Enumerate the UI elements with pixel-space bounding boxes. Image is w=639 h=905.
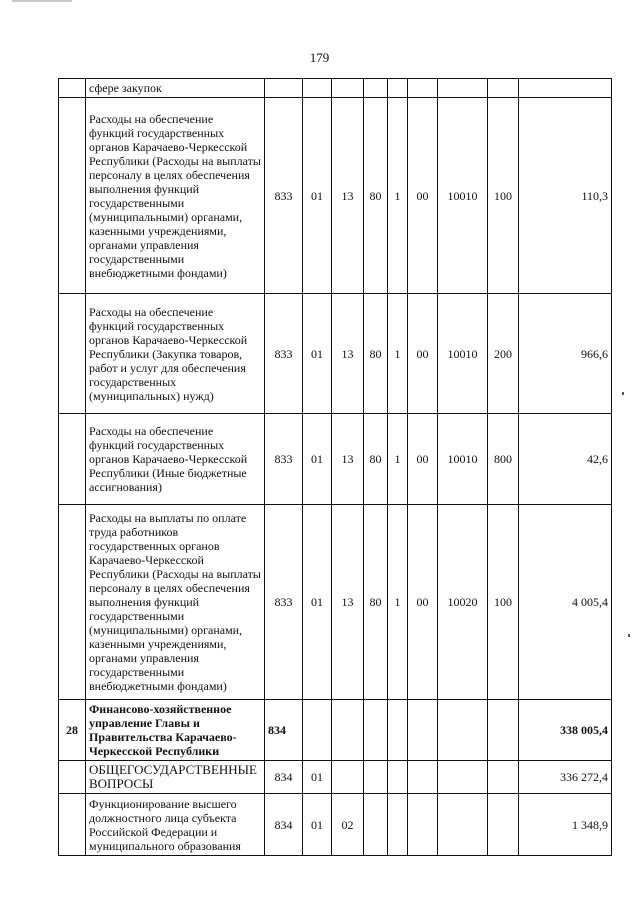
event-code: 00 [408, 414, 438, 505]
section-code [303, 79, 332, 98]
subsection-code [332, 761, 364, 794]
subprogram-code: 1 [388, 294, 408, 414]
amount: 966,6 [519, 294, 612, 414]
amount: 1 348,9 [519, 794, 612, 856]
program-code: 80 [364, 505, 388, 700]
subprogram-code: 1 [388, 98, 408, 294]
event-code [408, 761, 438, 794]
subsection-code: 02 [332, 794, 364, 856]
scan-edge-dot [622, 392, 624, 395]
event-code: 00 [408, 505, 438, 700]
ministry-code: 833 [265, 98, 303, 294]
subprogram-code [388, 700, 408, 761]
expense-type-code: 800 [488, 414, 519, 505]
event-code: 00 [408, 98, 438, 294]
direction-code: 10010 [438, 414, 488, 505]
subprogram-code [388, 79, 408, 98]
direction-code [438, 700, 488, 761]
amount: 42,6 [519, 414, 612, 505]
expense-name: Расходы на обеспечение функций государственных органов Карачаево-Черкесской Республики (Закупка товаров, работ и услуг для обеспечения государственных (муниципальных) нужд) [86, 294, 265, 414]
row-number [59, 98, 86, 294]
expense-type-code: 200 [488, 294, 519, 414]
direction-code [438, 794, 488, 856]
table-row-department [59, 700, 612, 761]
event-code [408, 794, 438, 856]
program-code: 80 [364, 414, 388, 505]
scan-edge-dot [628, 634, 630, 637]
ministry-code: 834 [265, 700, 303, 761]
event-code [408, 79, 438, 98]
row-number [59, 79, 86, 98]
expense-type-code [488, 700, 519, 761]
program-code [364, 761, 388, 794]
section-code [303, 700, 332, 761]
expense-name: сфере закупок [86, 79, 265, 98]
subprogram-code: 1 [388, 414, 408, 505]
budget-table [58, 78, 612, 856]
expense-name: Расходы на выплаты по оплате труда работников государственных органов Карачаево-Черкесской Республики (Расходы на выплаты персоналу в целях обеспечения выполнения функций государственными (муниципальными) органами, казенными учреждениями, органами управления государственными внебюджетными фондами) [86, 505, 265, 700]
section-code: 01 [303, 98, 332, 294]
table-row [59, 761, 612, 794]
section-code: 01 [303, 794, 332, 856]
program-code [364, 79, 388, 98]
table-row [59, 794, 612, 856]
subprogram-code [388, 794, 408, 856]
expense-name: Расходы на обеспечение функций государственных органов Карачаево-Черкесской Республики (Иные бюджетные ассигнования) [86, 414, 265, 505]
subprogram-code [388, 761, 408, 794]
ministry-code: 834 [265, 761, 303, 794]
table-row [59, 505, 612, 700]
expense-type-code [488, 794, 519, 856]
expense-type-code [488, 761, 519, 794]
subsection-code [332, 79, 364, 98]
event-code [408, 700, 438, 761]
event-code: 00 [408, 294, 438, 414]
table-row [59, 294, 612, 414]
program-code [364, 700, 388, 761]
section-code: 01 [303, 505, 332, 700]
direction-code [438, 79, 488, 98]
expense-name: Функционирование высшего должностного лица субъекта Российской Федерации и муниципального образования [86, 794, 265, 856]
direction-code: 10010 [438, 294, 488, 414]
section-code: 01 [303, 761, 332, 794]
amount: 4 005,4 [519, 505, 612, 700]
row-number [59, 505, 86, 700]
section-code: 01 [303, 414, 332, 505]
scan-corner-mark [12, 0, 72, 2]
subsection-code: 13 [332, 414, 364, 505]
amount [519, 79, 612, 98]
expense-name: Расходы на обеспечение функций государственных органов Карачаево-Черкесской Республики (Расходы на выплаты персоналу в целях обеспечения выполнения функций государственными (муниципальными) органами, казенными учреждениями, органами управления государственными внебюджетными фондами) [86, 98, 265, 294]
amount: 110,3 [519, 98, 612, 294]
row-number [59, 794, 86, 856]
amount: 338 005,4 [519, 700, 612, 761]
expense-type-code [488, 79, 519, 98]
expense-type-code: 100 [488, 98, 519, 294]
direction-code: 10010 [438, 98, 488, 294]
row-number [59, 761, 86, 794]
row-number [59, 414, 86, 505]
expense-type-code: 100 [488, 505, 519, 700]
table-row [59, 79, 612, 98]
ministry-code: 833 [265, 414, 303, 505]
subprogram-code: 1 [388, 505, 408, 700]
subsection-code: 13 [332, 505, 364, 700]
program-code [364, 794, 388, 856]
amount: 336 272,4 [519, 761, 612, 794]
ministry-code: 834 [265, 794, 303, 856]
expense-name: Финансово-хозяйственное управление Главы и Правительства Карачаево-Черкесской Республики [86, 700, 265, 761]
table-row [59, 98, 612, 294]
program-code: 80 [364, 294, 388, 414]
direction-code: 10020 [438, 505, 488, 700]
ministry-code: 833 [265, 294, 303, 414]
row-number [59, 294, 86, 414]
subsection-code: 13 [332, 98, 364, 294]
ministry-code [265, 79, 303, 98]
subsection-code [332, 700, 364, 761]
program-code: 80 [364, 98, 388, 294]
ministry-code: 833 [265, 505, 303, 700]
section-code: 01 [303, 294, 332, 414]
subsection-code: 13 [332, 294, 364, 414]
direction-code [438, 761, 488, 794]
page-number: 179 [309, 50, 330, 65]
table-row [59, 414, 612, 505]
row-number: 28 [59, 700, 86, 761]
expense-name: ОБЩЕГОСУДАРСТВЕННЫЕ ВОПРОСЫ [86, 761, 265, 794]
